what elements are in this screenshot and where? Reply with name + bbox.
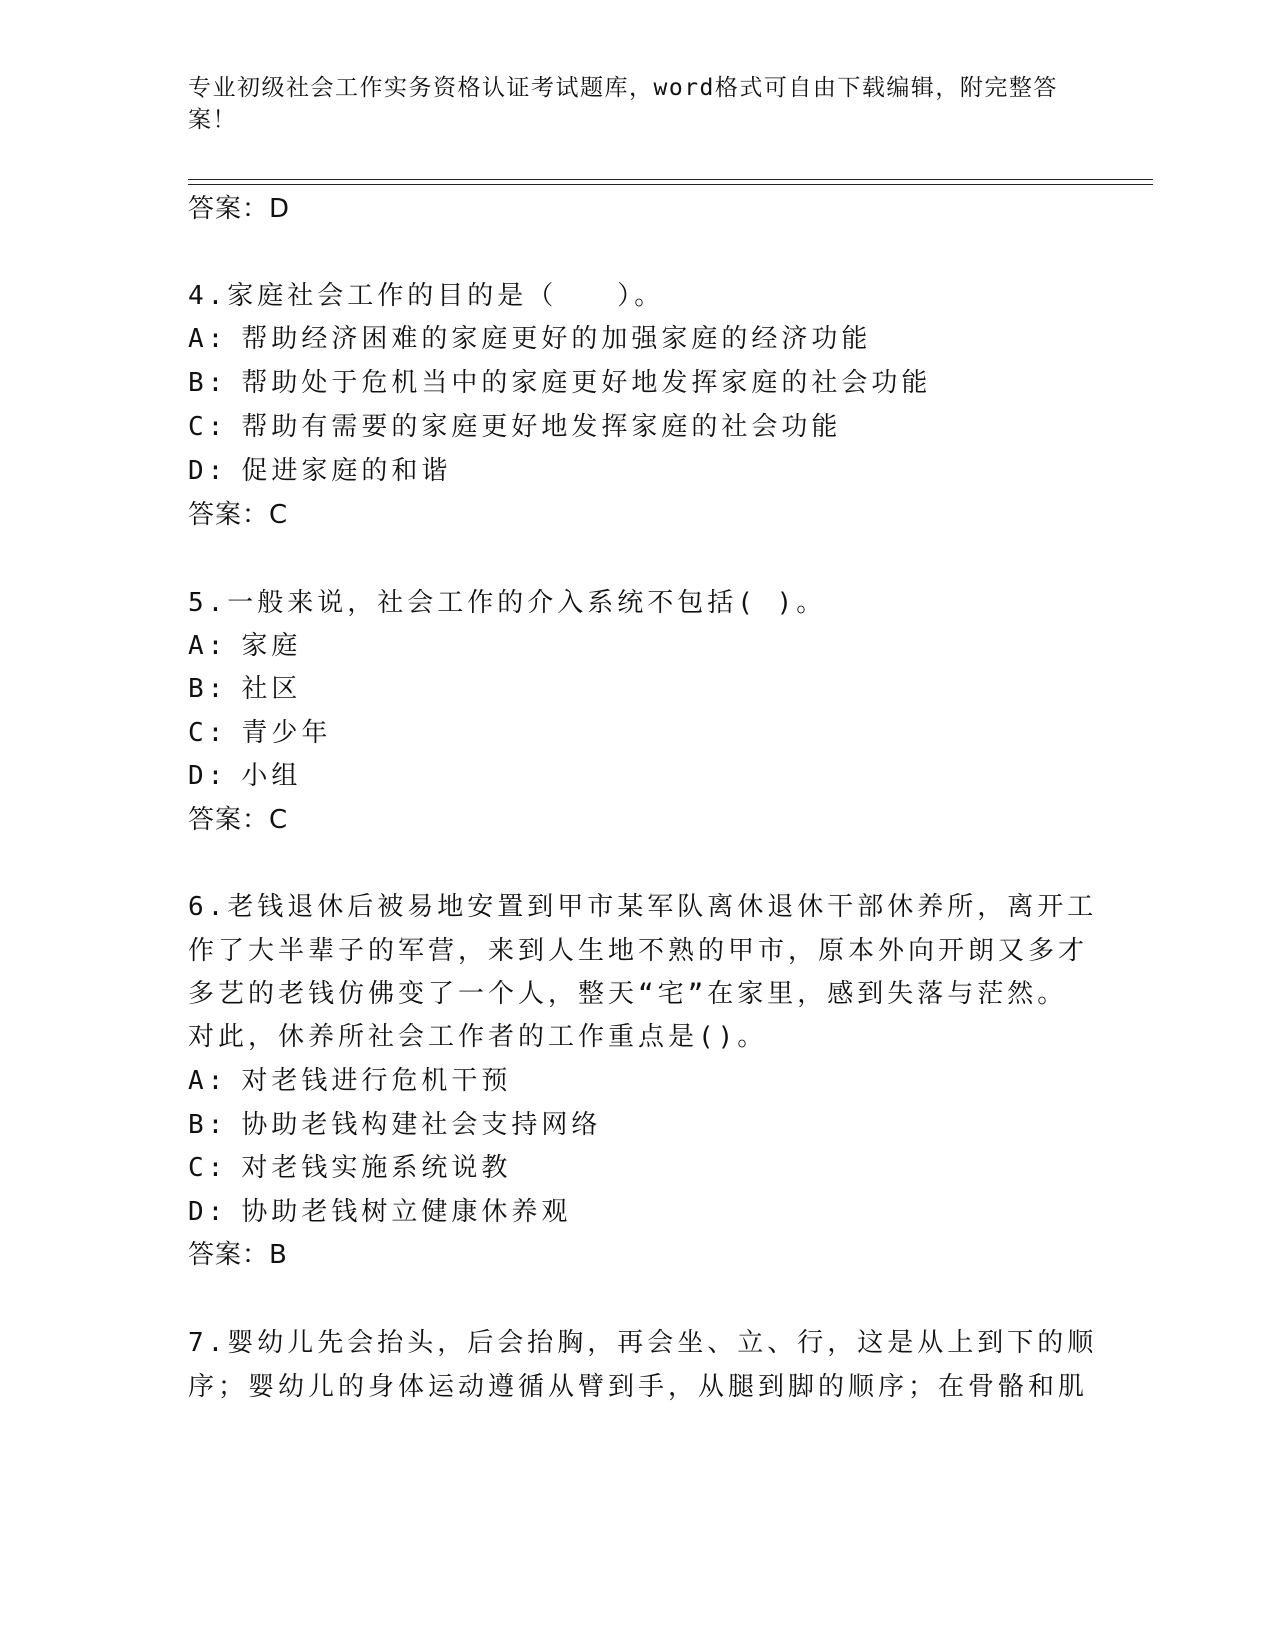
option-a bbox=[188, 1060, 511, 1097]
question-stem-line: 作了大半辈子的军营，来到人生地不熟的甲市，原本外向开朗又多才 bbox=[188, 936, 1089, 966]
option-text: 促进家庭的和谐 bbox=[241, 456, 452, 486]
option-b bbox=[188, 362, 931, 399]
header-line-1: 专业初级社会工作实务资格认证考试题库，word格式可自由下载编辑，附完整答 bbox=[188, 75, 1058, 101]
option-text: 帮助经济困难的家庭更好的加强家庭的经济功能 bbox=[241, 324, 872, 354]
answer-label: 答案： bbox=[188, 1240, 270, 1270]
question-stem: 5.一般来说，社会工作的介入系统不包括( )。 bbox=[188, 588, 827, 618]
answer-label: 答案： bbox=[188, 500, 270, 530]
option-text: 对老钱实施系统说教 bbox=[241, 1153, 512, 1183]
document-header bbox=[188, 72, 1068, 136]
option-key: A: bbox=[188, 631, 228, 661]
option-text: 小组 bbox=[241, 761, 302, 791]
option-a bbox=[188, 625, 301, 662]
answer-value: C bbox=[269, 805, 289, 835]
option-key: D: bbox=[188, 761, 228, 791]
answer-line bbox=[188, 494, 288, 531]
option-text: 青少年 bbox=[241, 718, 332, 748]
header-divider-top bbox=[188, 179, 1153, 180]
question-stem-line: 6.老钱退休后被易地安置到甲市某军队离休退休干部休养所，离开工 bbox=[188, 892, 1098, 922]
option-key: B: bbox=[188, 674, 228, 704]
option-c bbox=[188, 1147, 511, 1184]
question-stem-line: 多艺的老钱仿佛变了一个人，整天“宅”在家里，感到失落与茫然。 bbox=[188, 979, 1068, 1009]
answer-label: 答案： bbox=[188, 805, 270, 835]
option-key: B: bbox=[188, 368, 228, 398]
option-d bbox=[188, 450, 451, 487]
question-stem: 4.家庭社会工作的目的是（ ）。 bbox=[188, 281, 665, 311]
option-text: 协助老钱构建社会支持网络 bbox=[241, 1110, 602, 1140]
option-b bbox=[188, 1104, 601, 1141]
option-key: C: bbox=[188, 1153, 228, 1183]
option-key: C: bbox=[188, 718, 228, 748]
answer-value: D bbox=[269, 194, 291, 224]
answer-line bbox=[188, 1234, 288, 1271]
question-stem-line: 序；婴幼儿的身体运动遵循从臂到手，从腿到脚的顺序；在骨骼和肌 bbox=[188, 1372, 1089, 1402]
option-key: A: bbox=[188, 324, 228, 354]
header-divider-bottom bbox=[188, 184, 1153, 185]
answer-label: 答案： bbox=[188, 194, 270, 224]
option-text: 对老钱进行危机干预 bbox=[241, 1066, 512, 1096]
option-d bbox=[188, 755, 301, 792]
option-text: 家庭 bbox=[241, 631, 302, 661]
option-key: D: bbox=[188, 456, 228, 486]
answer-line bbox=[188, 188, 290, 225]
option-key: B: bbox=[188, 1110, 228, 1140]
option-d bbox=[188, 1191, 571, 1228]
option-a bbox=[188, 318, 871, 355]
option-key: A: bbox=[188, 1066, 228, 1096]
option-key: D: bbox=[188, 1197, 228, 1227]
answer-line bbox=[188, 799, 288, 836]
header-line-2: 案！ bbox=[188, 107, 237, 133]
option-text: 社区 bbox=[241, 674, 302, 704]
option-c bbox=[188, 406, 841, 443]
question-stem-line: 7.婴幼儿先会抬头，后会抬胸，再会坐、立、行，这是从上到下的顺 bbox=[188, 1328, 1098, 1358]
option-text: 帮助处于危机当中的家庭更好地发挥家庭的社会功能 bbox=[241, 368, 932, 398]
answer-value: B bbox=[269, 1240, 288, 1270]
option-b bbox=[188, 668, 301, 705]
option-key: C: bbox=[188, 412, 228, 442]
answer-value: C bbox=[269, 500, 289, 530]
option-text: 协助老钱树立健康休养观 bbox=[241, 1197, 572, 1227]
question-stem-line: 对此，休养所社会工作者的工作重点是()。 bbox=[188, 1022, 768, 1052]
option-text: 帮助有需要的家庭更好地发挥家庭的社会功能 bbox=[241, 412, 842, 442]
option-c bbox=[188, 712, 331, 749]
